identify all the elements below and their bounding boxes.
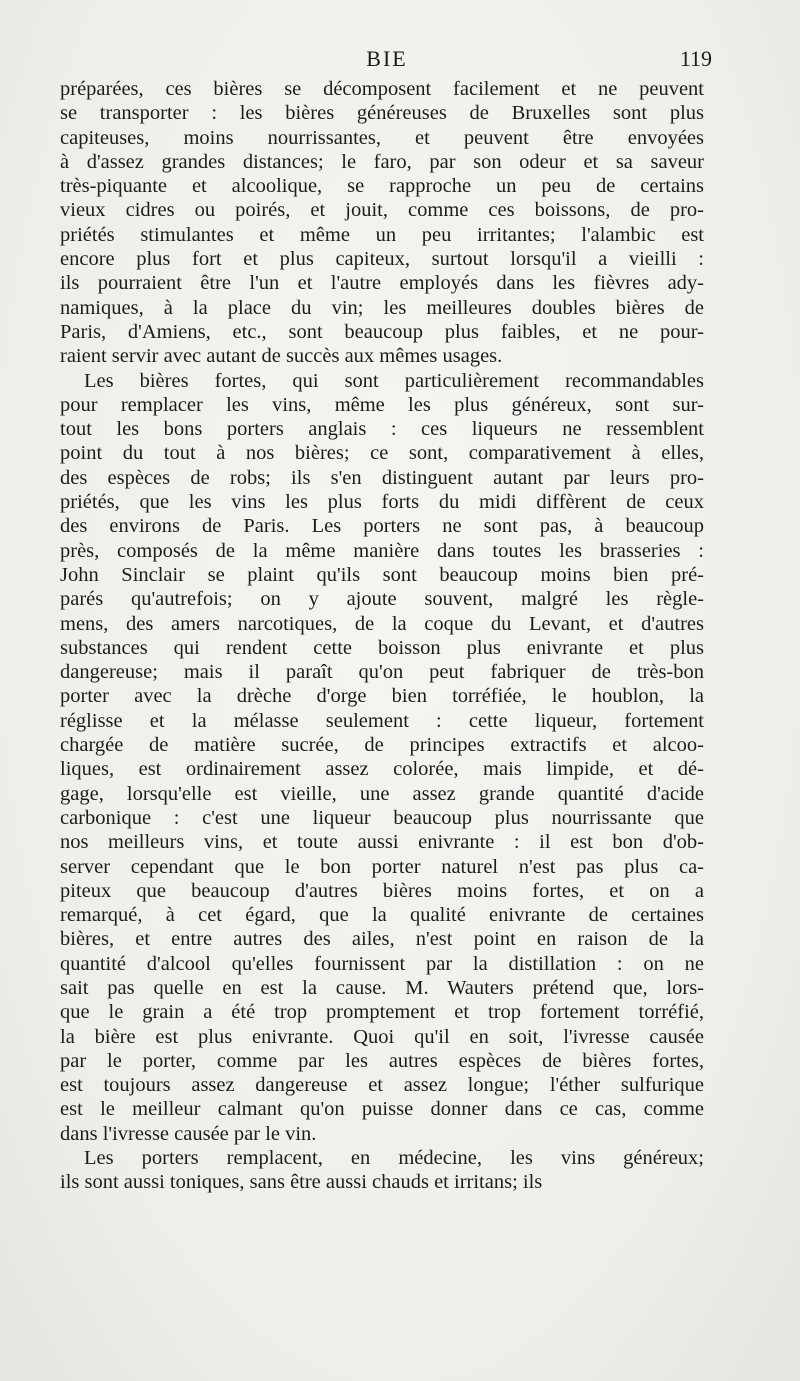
body-text (60, 77, 704, 1195)
text-line: est toujours assez dangereuse et assez longue; l'éther sulfurique (60, 1074, 704, 1097)
text-line: tout les bons porters anglais : ces liqueurs ne ressemblent (60, 418, 704, 441)
text-line: Paris, d'Amiens, etc., sont beaucoup plus faibles, et ne pour- (60, 320, 704, 343)
text-line: dangereuse; mais il paraît qu'on peut fabriquer de très-bon (60, 661, 704, 684)
text-line: priétés, que les vins les plus forts du midi diffèrent de ceux (60, 491, 704, 514)
text-line: bières, et entre autres des ailes, n'est point en raison de la (60, 928, 704, 951)
text-line: liques, est ordinairement assez colorée, mais limpide, et dé- (60, 758, 704, 781)
text-line: chargée de matière sucrée, de principes extractifs et alcoo- (60, 734, 704, 757)
text-line: namiques, à la place du vin; les meilleures doubles bières de (60, 296, 704, 319)
text-line: capiteuses, moins nourrissantes, et peuvent être envoyées (60, 126, 704, 149)
text-line: raient servir avec autant de succès aux mêmes usages. (60, 345, 503, 368)
text-line: préparées, ces bières se décomposent facilement et ne peuvent (60, 78, 704, 100)
text-line: parés qu'autrefois; on y ajoute souvent, malgré les règle- (60, 588, 704, 611)
text-line: carbonique : c'est une liqueur beaucoup plus nourrissante que (60, 806, 704, 829)
text-line: la bière est plus enivrante. Quoi qu'il en soit, l'ivresse causée (60, 1025, 704, 1048)
text-line: à d'assez grandes distances; le faro, par son odeur et sa saveur (60, 150, 704, 173)
text-line: nos meilleurs vins, et toute aussi enivrante : il est bon d'ob- (60, 831, 704, 854)
text-line: est le meilleur calmant qu'on puisse donner dans ce cas, comme (60, 1098, 704, 1121)
text-line: gage, lorsqu'elle est vieille, une assez grande quantité d'acide (60, 782, 704, 805)
text-line: ils sont aussi toniques, sans être aussi chauds et irritans; ils (60, 1171, 543, 1194)
text-line: Les porters remplacent, en médecine, les vins généreux; (84, 1147, 704, 1170)
text-line: des environs de Paris. Les porters ne sont pas, à beaucoup (60, 515, 704, 538)
text-line: encore plus fort et plus capiteux, surtout lorsqu'il a vieilli : (60, 248, 704, 271)
page-number: 119 (679, 46, 712, 71)
text-line: que le grain a été trop promptement et trop fortement torréfié, (60, 1001, 704, 1024)
text-line: server cependant que le bon porter naturel n'est pas plus ca- (60, 855, 704, 878)
text-line: priétés stimulantes et même un peu irritantes; l'alambic est (60, 223, 704, 246)
text-line: porter avec la drèche d'orge bien torréfiée, le houblon, la (60, 685, 704, 708)
text-line: mens, des amers narcotiques, de la coque du Levant, et d'autres (60, 612, 704, 635)
text-line: dans l'ivresse causée par le vin. (60, 1122, 317, 1145)
running-head (62, 46, 712, 76)
text-line: se transporter : les bières généreuses de Bruxelles sont plus (60, 102, 704, 125)
text-line: pour remplacer les vins, même les plus généreux, sont sur- (60, 393, 704, 416)
text-line: quantité d'alcool qu'elles fournissent par la distillation : on ne (60, 952, 704, 975)
text-line: des espèces de robs; ils s'en distinguent autant par leurs pro- (60, 466, 704, 489)
text-line: substances qui rendent cette boisson plus enivrante et plus (60, 636, 704, 659)
text-line: réglisse et la mélasse seulement : cette liqueur, fortement (60, 709, 704, 732)
text-line: Les bières fortes, qui sont particulièrement recommandables (84, 369, 704, 392)
text-line: très-piquante et alcoolique, se rapproche un peu de certains (60, 175, 704, 198)
text-line: point du tout à nos bières; ce sont, comparativement à elles, (60, 442, 704, 465)
text-line: piteux que beaucoup d'autres bières moins fortes, et on a (60, 879, 704, 902)
text-line: sait pas quelle en est la cause. M. Wauters prétend que, lors- (60, 976, 704, 999)
text-line: remarqué, à cet égard, que la qualité enivrante de certaines (60, 904, 704, 927)
running-title: BIE (366, 46, 408, 71)
text-line: près, composés de la même manière dans toutes les brasseries : (60, 539, 704, 562)
text-line: vieux cidres ou poirés, et jouit, comme ces boissons, de pro- (60, 199, 704, 222)
text-line: par le porter, comme par les autres espèces de bières fortes, (60, 1049, 704, 1072)
text-line: John Sinclair se plaint qu'ils sont beaucoup moins bien pré- (60, 563, 704, 586)
text-line: ils pourraient être l'un et l'autre employés dans les fièvres ady- (60, 272, 704, 295)
